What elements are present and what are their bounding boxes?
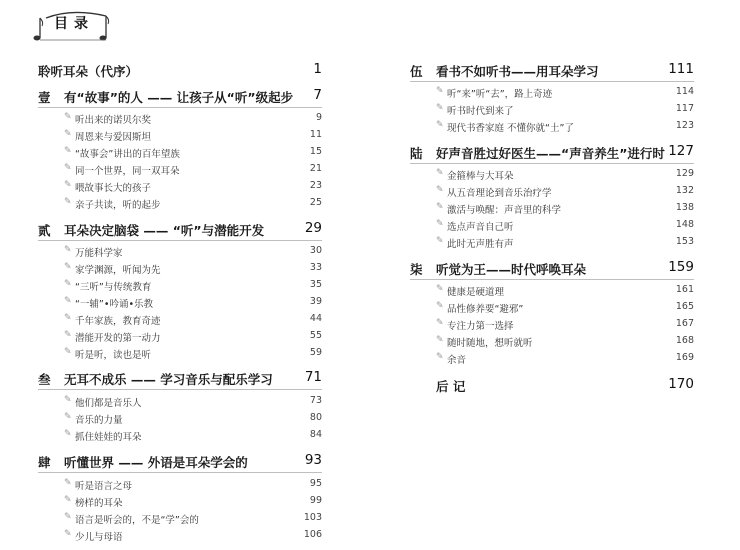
section-title: 万能科学家: [75, 248, 123, 259]
pencil-icon: ✎: [64, 313, 72, 323]
toc-section[interactable]: [64, 495, 322, 509]
pencil-icon: ✎: [64, 112, 72, 122]
section-title: 专注力第一选择: [447, 321, 514, 332]
toc-header: [32, 6, 112, 46]
section-title: 余音: [447, 355, 467, 366]
section-page: 167: [675, 318, 694, 329]
section-title: 家学渊源，听闻为先: [75, 265, 161, 276]
section-title: 抓住娃娃的耳朵: [75, 432, 142, 443]
chapter-page: 159: [668, 259, 694, 275]
chapter-page: 7: [313, 87, 322, 103]
toc-section[interactable]: [64, 529, 322, 543]
section-page: 30: [309, 245, 322, 256]
section-page: 148: [675, 219, 694, 230]
section-page: 55: [309, 330, 322, 341]
section-page: 59: [309, 347, 322, 358]
pencil-icon: ✎: [64, 245, 72, 255]
section-page: 165: [675, 301, 694, 312]
section-page: 39: [309, 296, 322, 307]
chapter-divider: [38, 240, 322, 241]
chapter-divider: [410, 279, 694, 280]
toc-section[interactable]: [436, 301, 694, 315]
toc-section[interactable]: [64, 429, 322, 443]
preface-page: 1: [313, 61, 322, 77]
pencil-icon: ✎: [64, 347, 72, 357]
pencil-icon: ✎: [64, 262, 72, 272]
section-title: 健康是硬道理: [447, 287, 505, 298]
pencil-icon: ✎: [436, 352, 444, 362]
section-title: 听“来”听“去”，路上奇迹: [447, 89, 553, 100]
section-page: 25: [309, 197, 322, 208]
section-title: 听书时代到来了: [447, 106, 514, 117]
pencil-icon: ✎: [64, 429, 72, 439]
section-page: 106: [303, 529, 322, 540]
toc-section[interactable]: [436, 335, 694, 349]
pencil-icon: ✎: [436, 120, 444, 130]
section-title: 从五音理论到音乐治疗学: [447, 188, 552, 199]
chapter-page: 71: [304, 369, 322, 385]
toc-section[interactable]: [436, 318, 694, 332]
pencil-icon: ✎: [436, 301, 444, 311]
toc-section[interactable]: [436, 185, 694, 199]
toc-chapter[interactable]: [410, 260, 694, 278]
toc-chapter[interactable]: [38, 221, 322, 239]
pencil-icon: ✎: [64, 146, 72, 156]
pencil-icon: ✎: [436, 335, 444, 345]
toc-section[interactable]: [64, 245, 322, 259]
toc-section[interactable]: [64, 412, 322, 426]
chapter-title: 有“故事”的人 —— 让孩子从“听”级起步: [64, 90, 294, 105]
pencil-icon: ✎: [64, 412, 72, 422]
pencil-icon: ✎: [436, 284, 444, 294]
afterword-title: 后 记: [436, 379, 466, 394]
section-page: 129: [675, 168, 694, 179]
pencil-icon: ✎: [64, 296, 72, 306]
toc-chapter[interactable]: [38, 88, 322, 106]
section-title: 现代书香家庭 不懂你就“土”了: [447, 123, 574, 134]
section-page: 80: [309, 412, 322, 423]
pencil-icon: ✎: [64, 129, 72, 139]
section-page: 11: [309, 129, 322, 140]
chapter-title: 听懂世界 —— 外语是耳朵学会的: [64, 455, 248, 470]
section-page: 99: [309, 495, 322, 506]
section-page: 44: [309, 313, 322, 324]
toc-chapter[interactable]: [410, 62, 694, 80]
toc-preface[interactable]: [38, 62, 322, 80]
chapter-number: 柒: [410, 262, 423, 277]
toc-section[interactable]: [436, 120, 694, 134]
toc-section[interactable]: [436, 219, 694, 233]
chapter-number: 陆: [410, 146, 423, 161]
toc-section[interactable]: [436, 103, 694, 117]
toc-section[interactable]: [64, 330, 322, 344]
chapter-number: 伍: [410, 64, 423, 79]
chapter-number: 贰: [38, 223, 51, 238]
toc-section[interactable]: [436, 168, 694, 182]
toc-section[interactable]: [64, 296, 322, 310]
pencil-icon: ✎: [64, 180, 72, 190]
section-title: 此时无声胜有声: [447, 239, 514, 250]
section-page: 103: [303, 512, 322, 523]
toc-section[interactable]: [64, 347, 322, 361]
chapter-divider: [38, 472, 322, 473]
chapter-title: 好声音胜过好医生——“声音养生”进行时: [436, 146, 665, 161]
pencil-icon: ✎: [64, 395, 72, 405]
toc-afterword[interactable]: [410, 377, 694, 395]
afterword-page: 170: [668, 376, 694, 392]
section-page: 161: [675, 284, 694, 295]
chapter-divider: [410, 81, 694, 82]
section-title: 品性修养要“避邪”: [447, 304, 524, 315]
section-page: 15: [309, 146, 322, 157]
toc-section[interactable]: [64, 129, 322, 143]
pencil-icon: ✎: [436, 86, 444, 96]
chapter-page: 111: [668, 61, 694, 77]
section-title: “三听”与传统教育: [75, 282, 152, 293]
chapter-page: 93: [304, 452, 322, 468]
chapter-page: 127: [668, 143, 694, 159]
section-page: 123: [675, 120, 694, 131]
section-page: 23: [309, 180, 322, 191]
section-title: “故事会”讲出的百年望族: [75, 149, 180, 160]
section-page: 169: [675, 352, 694, 363]
chapter-number: 叁: [38, 372, 51, 387]
section-title: 亲子共读，听的起步: [75, 200, 161, 211]
section-title: 同一个世界，同一双耳朵: [75, 166, 180, 177]
pencil-icon: ✎: [436, 219, 444, 229]
section-page: 138: [675, 202, 694, 213]
section-title: 语言是听会的，不是“学”会的: [75, 515, 199, 526]
chapter-divider: [410, 163, 694, 164]
pencil-icon: ✎: [64, 330, 72, 340]
toc-section[interactable]: [64, 279, 322, 293]
chapter-divider: [38, 389, 322, 390]
section-title: 喂故事长大的孩子: [75, 183, 152, 194]
section-title: 音乐的力量: [75, 415, 123, 426]
section-page: 95: [309, 478, 322, 489]
toc-section[interactable]: [64, 395, 322, 409]
pencil-icon: ✎: [436, 202, 444, 212]
toc-section[interactable]: [64, 512, 322, 526]
pencil-icon: ✎: [64, 529, 72, 539]
pencil-icon: ✎: [64, 197, 72, 207]
section-title: 千年家族，教育奇迹: [75, 316, 161, 327]
section-title: 潜能开发的第一动力: [75, 333, 161, 344]
pencil-icon: ✎: [64, 512, 72, 522]
preface-title: 聆听耳朵（代序）: [38, 64, 139, 79]
pencil-icon: ✎: [64, 495, 72, 505]
toc-chapter[interactable]: [38, 370, 322, 388]
section-page: 117: [675, 103, 694, 114]
section-title: 榜样的耳朵: [75, 498, 123, 509]
section-title: 听出来的诺贝尔奖: [75, 115, 152, 126]
toc-chapter[interactable]: [410, 144, 694, 162]
toc-section[interactable]: [64, 146, 322, 160]
toc-section[interactable]: [436, 202, 694, 216]
section-title: 听是听，读也是听: [75, 350, 152, 361]
section-title: 听是语言之母: [75, 481, 133, 492]
pencil-icon: ✎: [436, 103, 444, 113]
section-title: 少儿与母语: [75, 532, 123, 543]
toc-section[interactable]: [64, 112, 322, 126]
toc-section[interactable]: [64, 313, 322, 327]
pencil-icon: ✎: [436, 318, 444, 328]
chapter-title: 看书不如听书——用耳朵学习: [436, 64, 599, 79]
section-title: 随时随地，想听就听: [447, 338, 533, 349]
section-title: 选点声音自己听: [447, 222, 514, 233]
chapter-title: 耳朵决定脑袋 —— “听”与潜能开发: [64, 223, 265, 238]
toc-section[interactable]: [64, 180, 322, 194]
toc-section[interactable]: [436, 236, 694, 250]
section-page: 132: [675, 185, 694, 196]
section-title: “一辅”•吟诵•乐教: [75, 299, 154, 310]
section-page: 84: [309, 429, 322, 440]
section-page: 35: [309, 279, 322, 290]
toc-section[interactable]: [64, 478, 322, 492]
chapter-page: 29: [304, 220, 322, 236]
toc-chapter[interactable]: [38, 453, 322, 471]
section-title: 激活与唤醒：声音里的科学: [447, 205, 562, 216]
section-title: 周恩来与爱因斯坦: [75, 132, 152, 143]
pencil-icon: ✎: [436, 236, 444, 246]
toc-section[interactable]: [64, 163, 322, 177]
page-title: 目录: [54, 16, 94, 32]
pencil-icon: ✎: [64, 279, 72, 289]
section-page: 73: [309, 395, 322, 406]
chapter-number: 壹: [38, 90, 51, 105]
section-page: 153: [675, 236, 694, 247]
chapter-number: 肆: [38, 455, 51, 470]
toc-section[interactable]: [436, 352, 694, 366]
section-page: 33: [309, 262, 322, 273]
pencil-icon: ✎: [64, 478, 72, 488]
pencil-icon: ✎: [64, 163, 72, 173]
chapter-title: 无耳不成乐 —— 学习音乐与配乐学习: [64, 372, 273, 387]
pencil-icon: ✎: [436, 185, 444, 195]
chapter-title: 听觉为王——时代呼唤耳朵: [436, 262, 587, 277]
toc-section[interactable]: [436, 284, 694, 298]
toc-section[interactable]: [64, 262, 322, 276]
section-page: 114: [675, 86, 694, 97]
section-page: 9: [315, 112, 322, 123]
section-title: 金箍棒与大耳朵: [447, 171, 514, 182]
section-title: 他们都是音乐人: [75, 398, 142, 409]
toc-section[interactable]: [64, 197, 322, 211]
section-page: 21: [309, 163, 322, 174]
toc-section[interactable]: [436, 86, 694, 100]
pencil-icon: ✎: [436, 168, 444, 178]
section-page: 168: [675, 335, 694, 346]
chapter-divider: [38, 107, 322, 108]
